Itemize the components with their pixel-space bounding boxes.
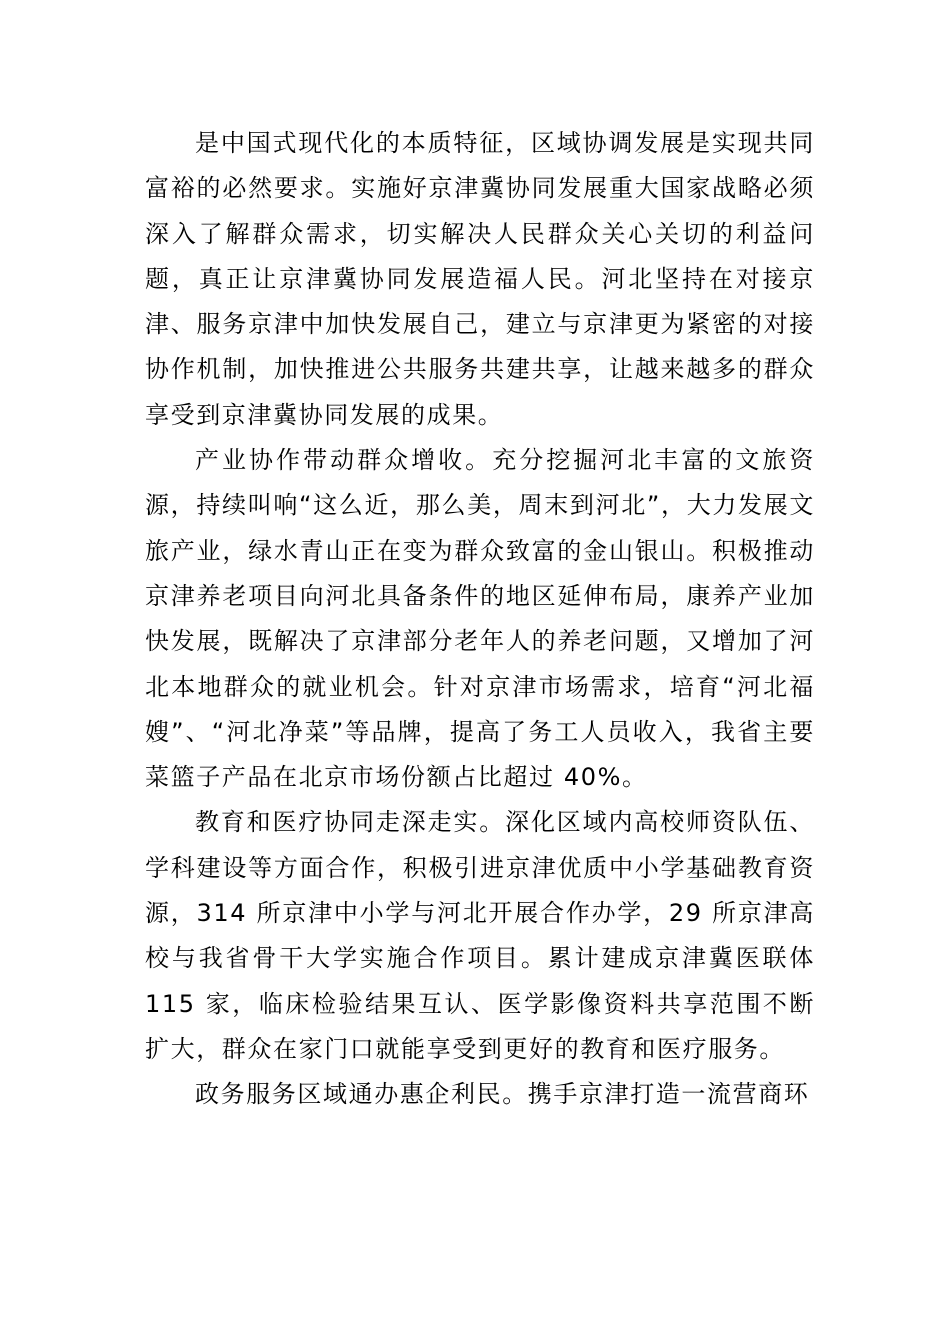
paragraph-government-services: 政务服务区域通办惠企利民。携手京津打造一流营商环 [195,1080,810,1109]
paragraph-industry-cooperation: 产业协作带动群众增收。充分挖掘河北丰富的文旅资源，持续叫响“这么近，那么美，周末到河北”，大力发展文旅产业，绿水青山正在变为群众致富的金山银山。积极推动京津养老项目向河北具备条件的地区延伸布局，康养产业加快发展，既解决了京津部分老年人的养老问题，又增加了河北本地群众的就业机会。针对京津市场需求，培育“河北福嫂”、“河北净菜”等品牌，提高了务工人员收入，我省主要菜篮子产品在北京市场份额占比超过 40%。 [145,446,815,792]
paragraph-education-medical: 教育和医疗协同走深走实。深化区域内高校师资队伍、学科建设等方面合作，积极引进京津优质中小学基础教育资源，314 所京津中小学与河北开展合作办学，29 所京津高校与我省骨干大学实施合作项目。累计建成京津冀医联体 115 家，临床检验结果互认、医学影像资料共享范围不断扩大，群众在家门口就能享受到更好的教育和医疗服务。 [145,808,815,1063]
paragraph-common-prosperity: 是中国式现代化的本质特征，区域协调发展是实现共同富裕的必然要求。实施好京津冀协同发展重大国家战略必须深入了解群众需求，切实解决人民群众关心关切的利益问题，真正让京津冀协同发展造福人民。河北坚持在对接京津、服务京津中加快发展自己，建立与京津更为紧密的对接协作机制，加快推进公共服务共建共享，让越来越多的群众享受到京津冀协同发展的成果。 [145,129,815,429]
document-body [145,121,815,1118]
